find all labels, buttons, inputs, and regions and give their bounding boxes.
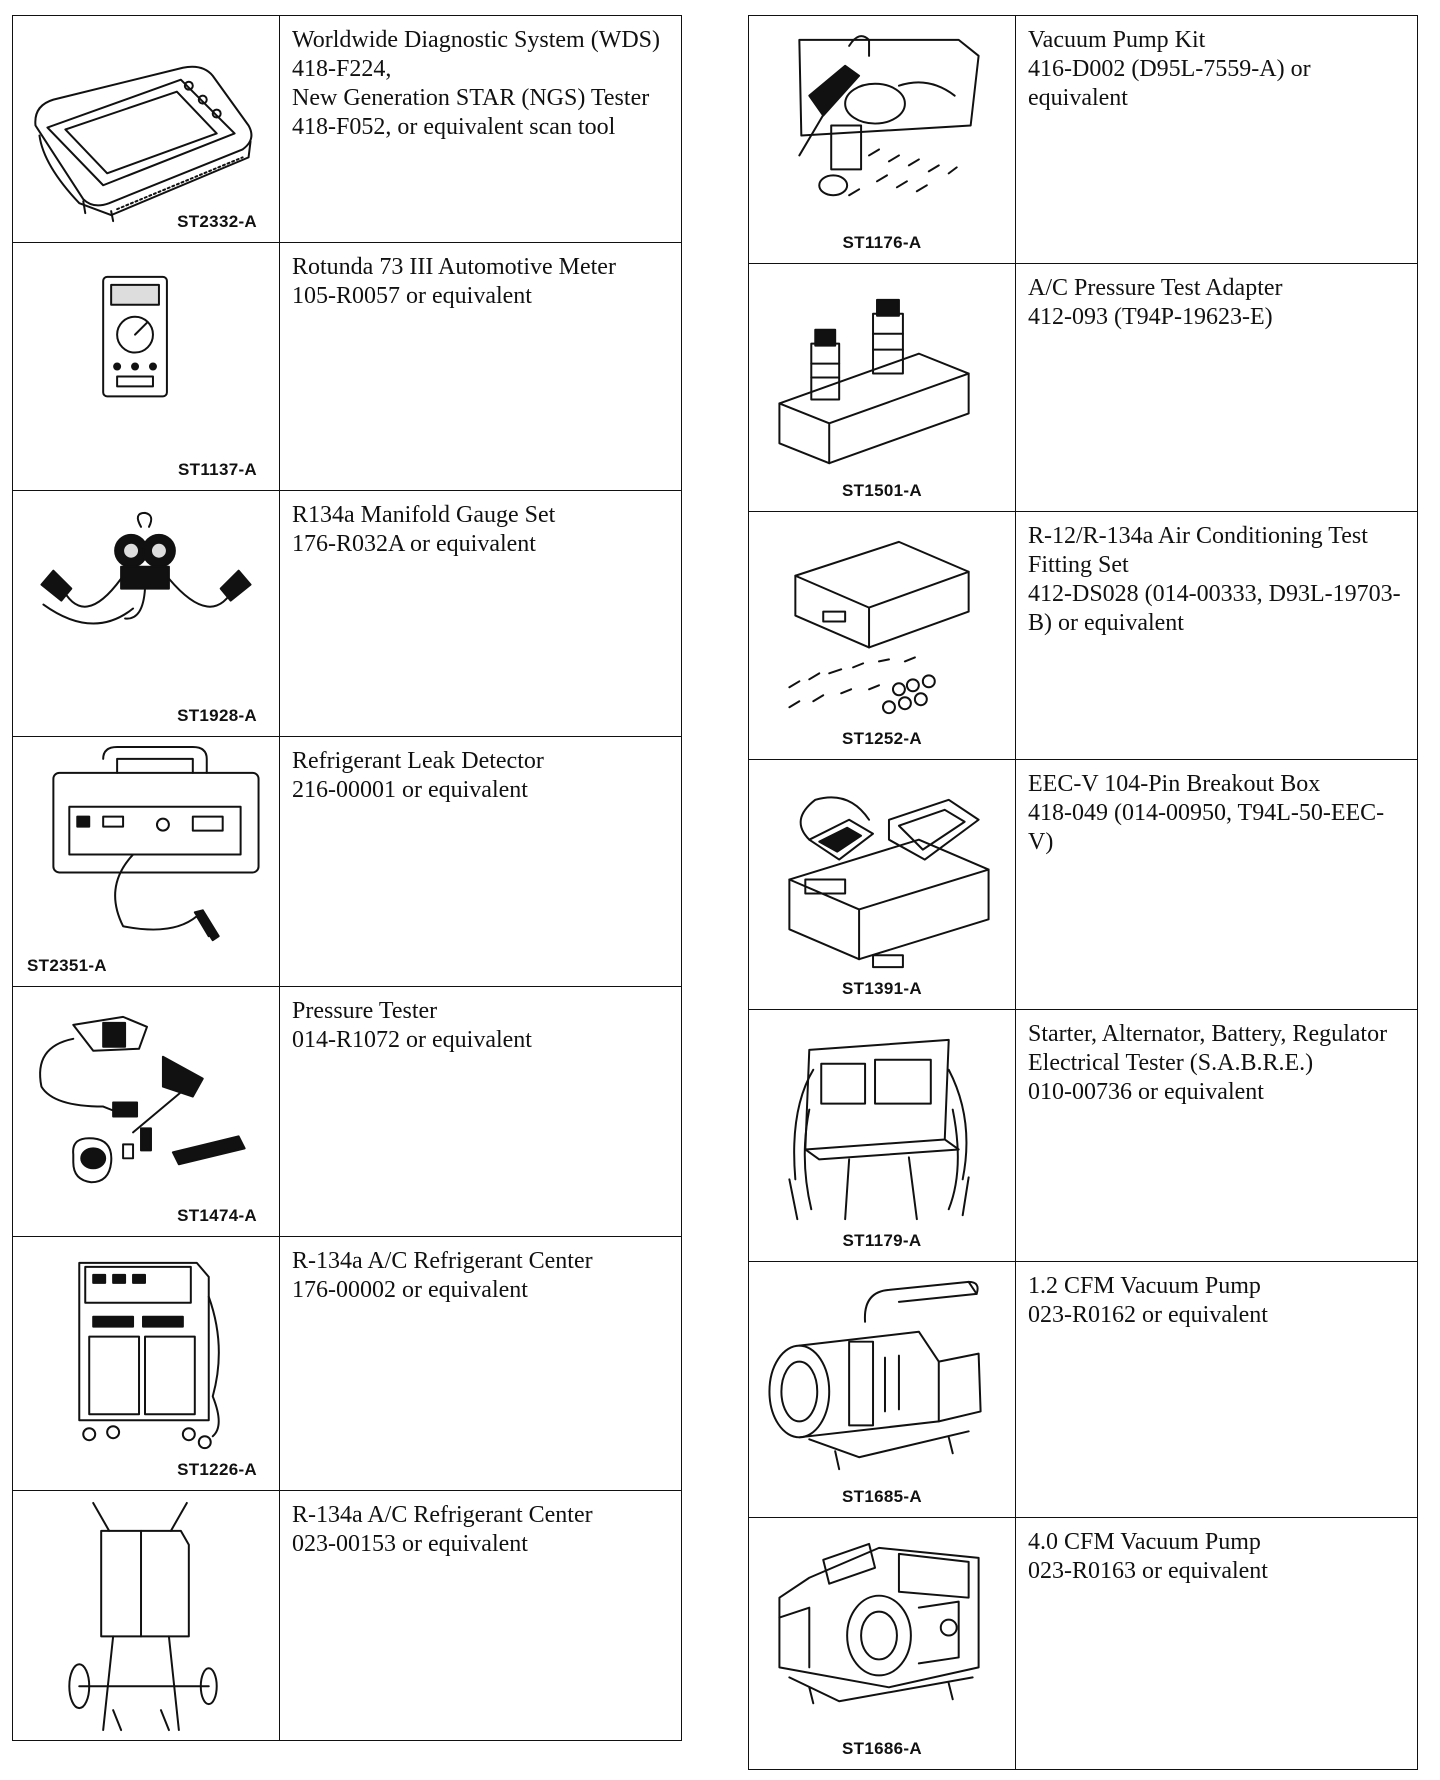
part-code: ST2351-A — [27, 956, 107, 975]
tool-name: Refrigerant Leak Detector — [292, 748, 544, 774]
leak-detector-icon — [13, 737, 279, 986]
part-code: ST1179-A — [842, 1231, 922, 1250]
test-fitting-set-icon — [749, 512, 1015, 759]
tools-table-right — [748, 15, 1418, 1770]
tool-description — [280, 987, 682, 1237]
refrigerant-center-icon — [13, 1237, 279, 1490]
tool-name: R-134a A/C Refrigerant Center — [292, 1502, 593, 1528]
breakout-box-icon — [749, 760, 1015, 1009]
tool-name: 4.0 CFM Vacuum Pump — [1028, 1529, 1261, 1555]
tool-description — [1016, 264, 1418, 512]
tool-description — [1016, 1010, 1418, 1262]
tool-row — [749, 264, 1418, 512]
tool-row — [13, 987, 682, 1237]
tool-illustration — [749, 16, 1016, 264]
tool-name: Rotunda 73 III Automotive Meter — [292, 254, 616, 280]
tool-number: 010-00736 or equivalent — [1028, 1079, 1264, 1105]
part-code: ST1137-A — [178, 460, 257, 479]
part-code: ST1686-A — [842, 1739, 922, 1758]
tool-name: Vacuum Pump Kit — [1028, 27, 1206, 53]
tool-number: 023-R0162 or equivalent — [1028, 1302, 1268, 1328]
tool-number: 412-DS028 (014-00333, D93L-19703-B) or equivalent — [1028, 581, 1401, 636]
tool-number: 023-00153 or equivalent — [292, 1531, 528, 1557]
part-code: ST1474-A — [177, 1206, 257, 1225]
tool-description — [1016, 512, 1418, 760]
tool-number: 418-049 (014-00950, T94L-50-EEC-V) — [1028, 800, 1385, 855]
tool-description — [280, 737, 682, 987]
tool-number: 216-00001 or equivalent — [292, 777, 528, 803]
tool-name: R134a Manifold Gauge Set — [292, 502, 556, 528]
part-code: ST1226-A — [177, 1460, 257, 1479]
tool-illustration — [749, 760, 1016, 1010]
part-code: ST1176-A — [842, 233, 922, 252]
tool-row — [13, 243, 682, 491]
tool-illustration — [749, 512, 1016, 760]
tool-name: R-134a A/C Refrigerant Center — [292, 1248, 593, 1274]
tools-table-left — [12, 15, 682, 1741]
tool-description — [280, 1237, 682, 1491]
tool-name: Pressure Tester — [292, 998, 438, 1024]
tool-name: R-12/R-134a Air Conditioning Test Fitting Set — [1028, 523, 1368, 578]
tool-row — [749, 1518, 1418, 1770]
tool-illustration — [13, 491, 280, 737]
tool-row — [13, 737, 682, 987]
tool-illustration — [13, 243, 280, 491]
tool-number: 416-D002 (D95L-7559-A) or equivalent — [1028, 56, 1311, 111]
multimeter-icon — [13, 243, 279, 490]
scan-tool-icon — [13, 16, 279, 242]
tool-number: 412-093 (T94P-19623-E) — [1028, 304, 1273, 330]
tool-illustration — [749, 1518, 1016, 1770]
vacuum-pump-icon — [749, 1262, 1015, 1517]
vacuum-pump-kit-icon — [749, 16, 1015, 263]
tool-number: 176-00002 or equivalent — [292, 1277, 528, 1303]
tool-illustration — [13, 987, 280, 1237]
tool-row — [749, 512, 1418, 760]
part-code: ST1928-A — [177, 706, 257, 725]
tool-row — [13, 1237, 682, 1491]
part-code: ST1501-A — [842, 481, 922, 500]
tool-illustration — [13, 16, 280, 243]
tool-row — [749, 1010, 1418, 1262]
part-code: ST1252-A — [842, 729, 922, 748]
tool-description — [1016, 1518, 1418, 1770]
part-code: ST2332-A — [177, 212, 257, 231]
pressure-tester-icon — [13, 987, 279, 1236]
tool-illustration — [13, 737, 280, 987]
pressure-test-adapter-icon — [749, 264, 1015, 511]
tool-name: Worldwide Diagnostic System (WDS) — [292, 27, 661, 53]
tool-row — [13, 16, 682, 243]
electrical-tester-icon — [749, 1010, 1015, 1261]
tool-name: A/C Pressure Test Adapter — [1028, 275, 1283, 301]
tool-description — [1016, 1262, 1418, 1518]
tool-illustration — [13, 1237, 280, 1491]
tool-description — [280, 243, 682, 491]
refrigerant-center-cart-icon — [13, 1491, 279, 1740]
tool-row — [749, 760, 1418, 1010]
vacuum-pump-large-icon — [749, 1518, 1015, 1769]
tool-name: New Generation STAR (NGS) Tester — [292, 85, 650, 111]
tool-name: 1.2 CFM Vacuum Pump — [1028, 1273, 1261, 1299]
tool-row — [749, 16, 1418, 264]
tool-number: 418-F224, — [292, 56, 392, 82]
tool-name: EEC-V 104-Pin Breakout Box — [1028, 771, 1321, 797]
tool-number: 014-R1072 or equivalent — [292, 1027, 532, 1053]
tool-description — [280, 491, 682, 737]
part-code: ST1391-A — [842, 979, 922, 998]
tool-description — [1016, 760, 1418, 1010]
tool-description — [280, 16, 682, 243]
tool-number: 418-F052, or equivalent scan tool — [292, 114, 616, 140]
tool-description — [280, 1491, 682, 1741]
tool-number: 176-R032A or equivalent — [292, 531, 536, 557]
tool-illustration — [749, 1262, 1016, 1518]
part-code: ST1685-A — [842, 1487, 922, 1506]
tool-number: 023-R0163 or equivalent — [1028, 1558, 1268, 1584]
tool-row — [13, 1491, 682, 1741]
manifold-gauge-icon — [13, 491, 279, 736]
tool-illustration — [749, 1010, 1016, 1262]
tool-illustration — [13, 1491, 280, 1741]
tool-name: Starter, Alternator, Battery, Regulator Electrical Tester (S.A.B.R.E.) — [1028, 1021, 1388, 1076]
tool-row — [749, 1262, 1418, 1518]
tool-row — [13, 491, 682, 737]
tool-illustration — [749, 264, 1016, 512]
tool-description — [1016, 16, 1418, 264]
tool-number: 105-R0057 or equivalent — [292, 283, 532, 309]
